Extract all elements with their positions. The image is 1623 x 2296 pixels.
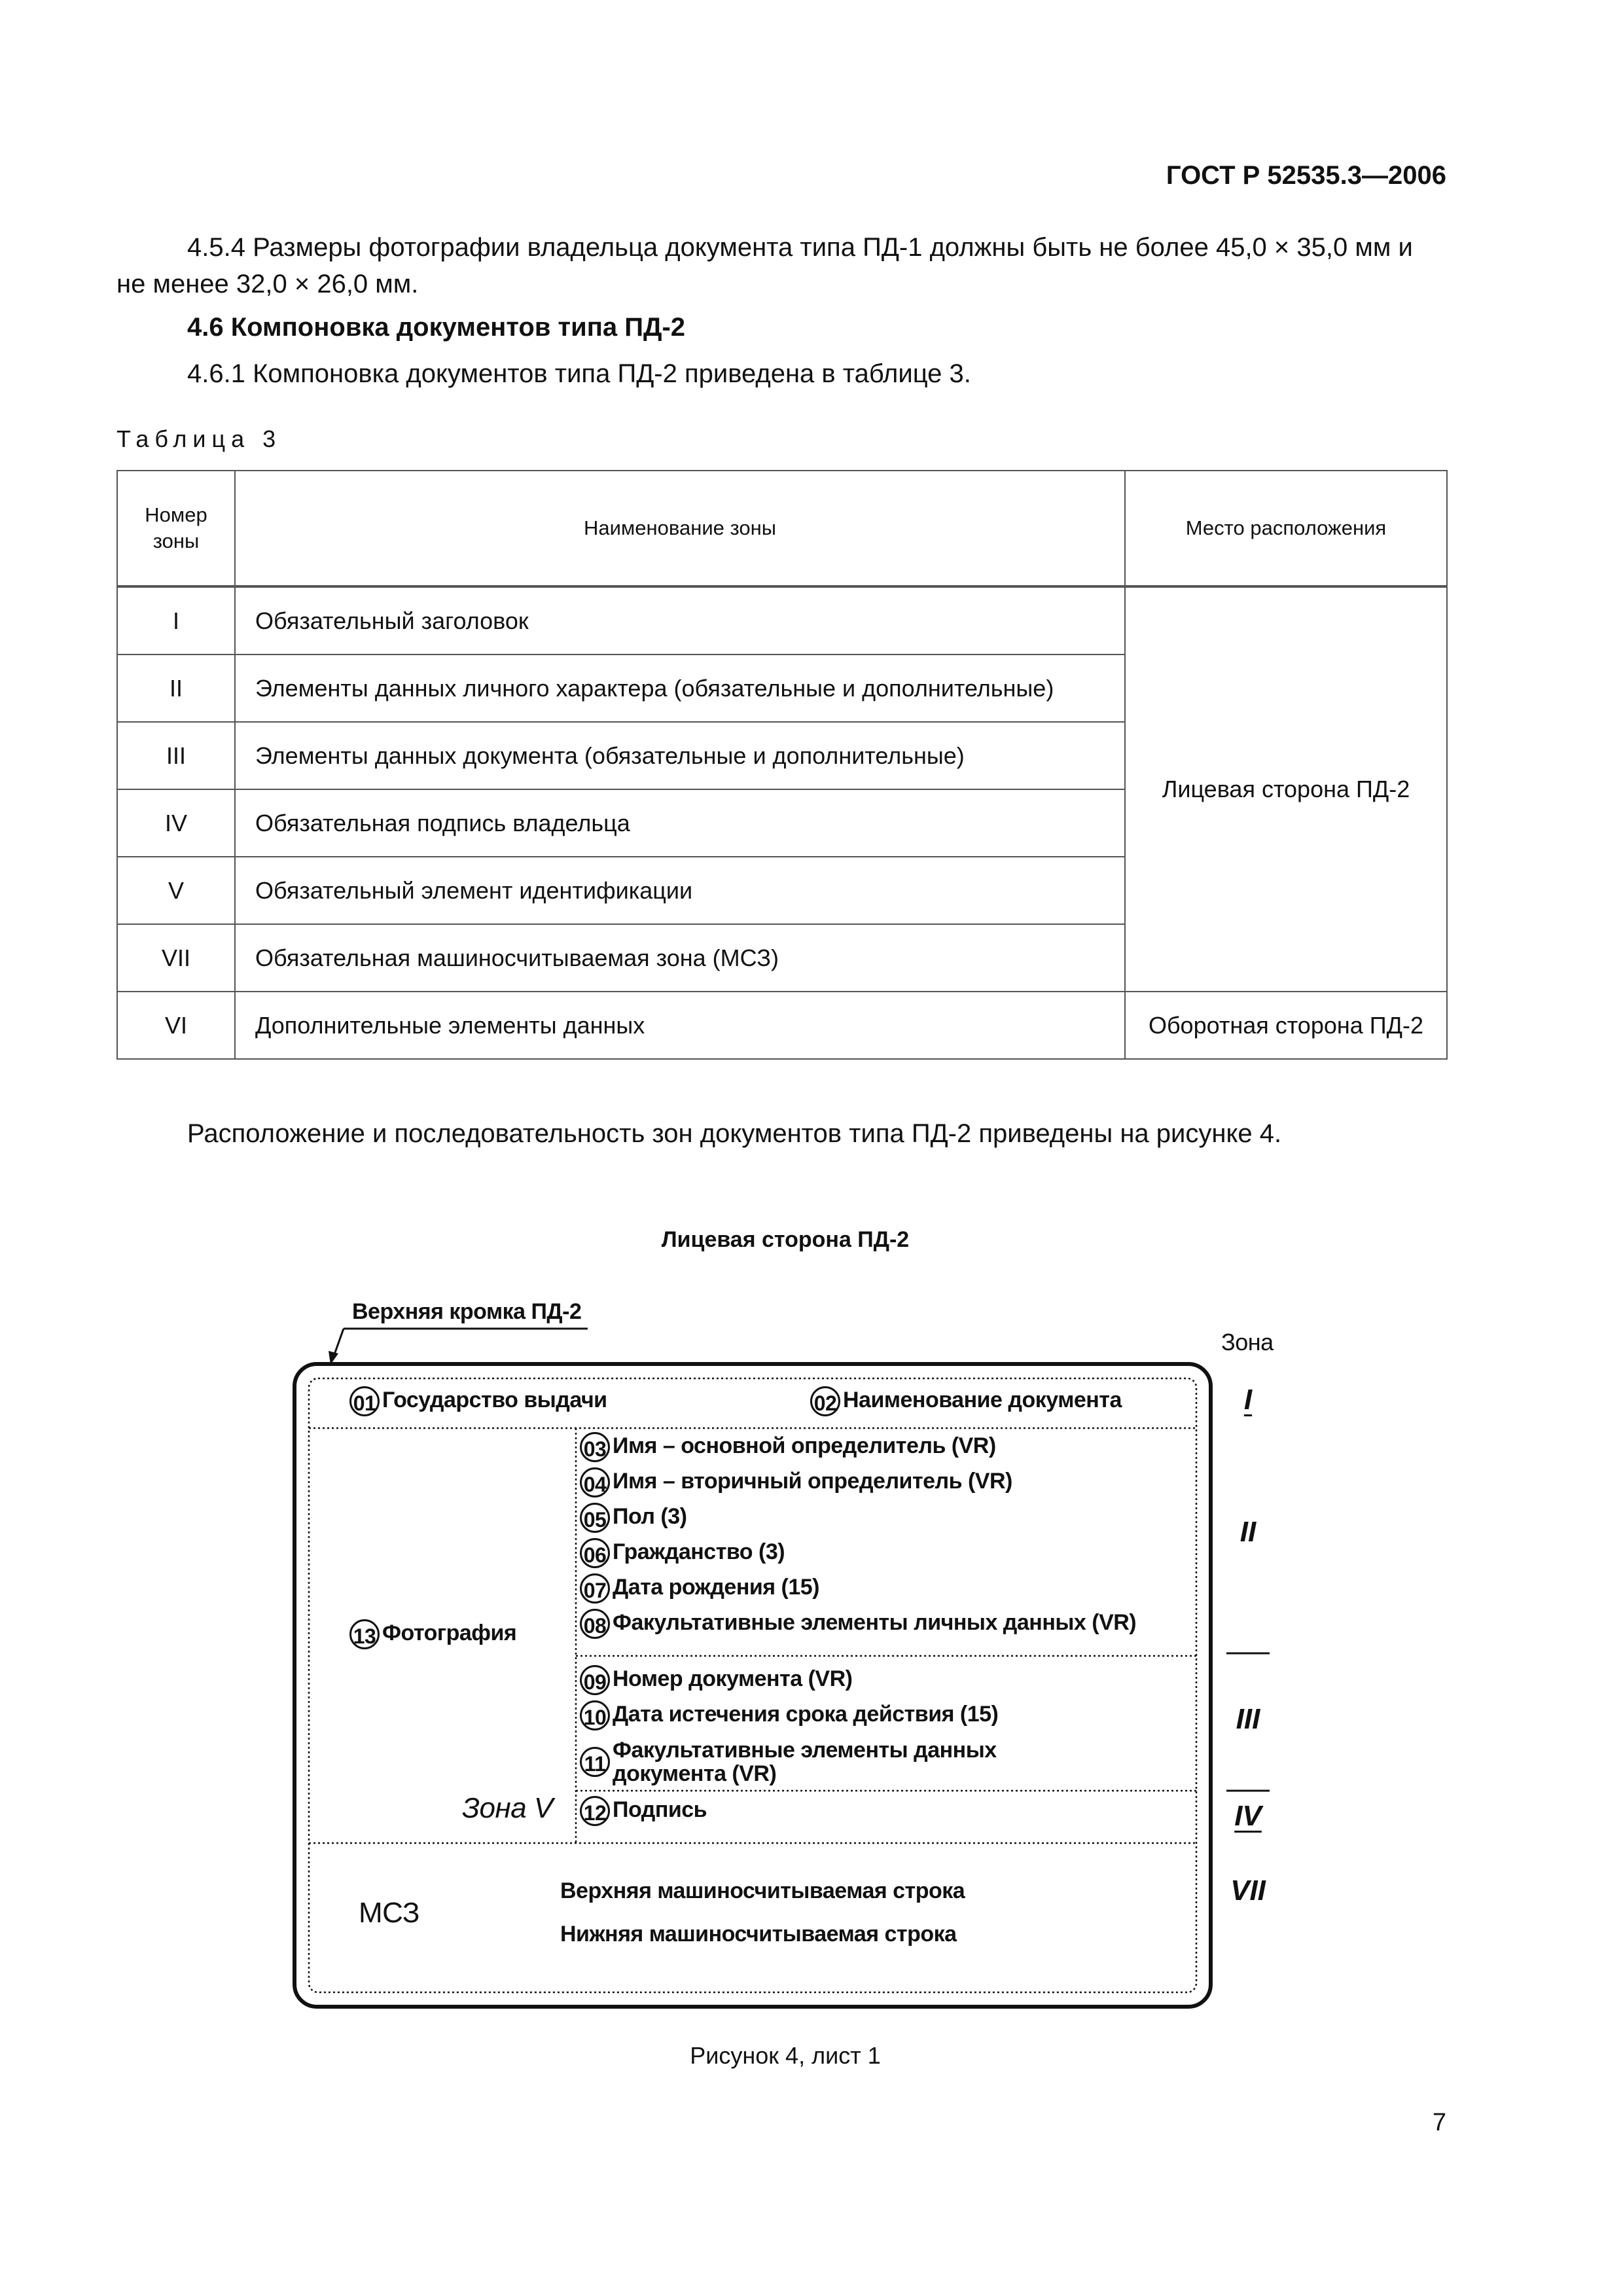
field-text: Факультативные элементы данных документа (VR) bbox=[613, 1738, 997, 1786]
zone-name: Обязательная подпись владельца bbox=[235, 789, 1125, 857]
zone-label-vii: VII bbox=[1230, 1874, 1266, 1907]
field-primary-identifier bbox=[580, 1432, 996, 1462]
figure-caption: Рисунок 4, лист 1 bbox=[690, 2042, 881, 2069]
field-number-badge: 03 bbox=[580, 1432, 610, 1462]
field-signature bbox=[580, 1796, 707, 1826]
field-text: Имя – вторичный определитель (VR) bbox=[613, 1468, 1012, 1494]
location-front: Лицевая сторона ПД-2 bbox=[1125, 586, 1447, 992]
zone-name: Дополнительные элементы данных bbox=[235, 992, 1125, 1059]
zone-name: Обязательный заголовок bbox=[235, 586, 1125, 655]
zone-number: VI bbox=[117, 992, 235, 1059]
field-text: Гражданство (3) bbox=[613, 1539, 785, 1564]
zone-label-ii: II bbox=[1240, 1516, 1257, 1548]
field-number-badge: 13 bbox=[349, 1619, 380, 1649]
field-text: Фотография bbox=[382, 1620, 517, 1645]
paragraph-figure-ref: Расположение и последовательность зон документов типа ПД-2 приведены на рисунке 4. bbox=[187, 1119, 1282, 1148]
page-number: 7 bbox=[1432, 2109, 1446, 2136]
field-number-badge: 04 bbox=[580, 1467, 610, 1498]
field-number-badge: 02 bbox=[810, 1386, 840, 1416]
zone-number: IV bbox=[117, 789, 235, 857]
field-text: Подпись bbox=[613, 1797, 707, 1822]
paragraph-4-6-1: 4.6.1 Компоновка документов типа ПД-2 приведена в таблице 3. bbox=[187, 359, 971, 388]
zone-label-i: I bbox=[1243, 1384, 1253, 1416]
figure-title: Лицевая сторона ПД-2 bbox=[661, 1227, 910, 1252]
zone-number: VII bbox=[117, 924, 235, 992]
zone-name: Элементы данных документа (обязательные и дополнительные) bbox=[235, 722, 1125, 789]
location-back: Оборотная сторона ПД-2 bbox=[1125, 992, 1447, 1059]
table-caption: Таблица 3 bbox=[116, 425, 282, 452]
field-sex bbox=[580, 1503, 687, 1533]
document-header: ГОСТ Р 52535.3—2006 bbox=[1166, 161, 1446, 190]
zone-label-iv: IV bbox=[1234, 1800, 1262, 1832]
field-secondary-identifier bbox=[580, 1467, 1012, 1498]
zone-number: III bbox=[117, 722, 235, 789]
zone-v-label: Зона V bbox=[462, 1792, 553, 1824]
field-photo bbox=[349, 1619, 516, 1649]
field-optional-document-data bbox=[580, 1738, 1031, 1785]
field-issuing-state bbox=[349, 1386, 607, 1416]
zone-number: I bbox=[117, 586, 235, 655]
field-number-badge: 08 bbox=[580, 1609, 610, 1639]
zone-name: Элементы данных личного характера (обязательные и дополнительные) bbox=[235, 655, 1125, 722]
field-date-of-birth bbox=[580, 1573, 819, 1604]
top-edge-leader bbox=[334, 1329, 344, 1356]
field-number-badge: 12 bbox=[580, 1796, 610, 1826]
zone-name: Обязательная машиносчитываемая зона (МСЗ) bbox=[235, 924, 1125, 992]
field-text: Имя – основной определитель (VR) bbox=[613, 1433, 996, 1458]
field-document-name bbox=[810, 1386, 1122, 1416]
field-expiry-date bbox=[580, 1700, 998, 1731]
mrz-bottom-line: Нижняя машиносчитываемая строка bbox=[560, 1922, 957, 1946]
field-optional-personal-data bbox=[580, 1609, 1136, 1639]
field-nationality bbox=[580, 1538, 785, 1568]
paragraph-4-5-4: 4.5.4 Размеры фотографии владельца документа типа ПД-1 должны быть не более 45,0 × 35,0 мм и не менее 32,0 × 26,0 мм. bbox=[116, 233, 1413, 298]
field-text: Номер документа (VR) bbox=[613, 1666, 853, 1691]
header-location: Место расположения bbox=[1125, 471, 1447, 586]
header-zone-name: Наименование зоны bbox=[235, 471, 1125, 586]
field-number-badge: 11 bbox=[580, 1747, 610, 1777]
top-edge-label: Верхняя кромка ПД-2 bbox=[352, 1299, 582, 1324]
field-text: Наименование документа bbox=[843, 1387, 1122, 1412]
header-zone-number: Номер зоны bbox=[117, 471, 235, 586]
field-text: Дата истечения срока действия (15) bbox=[613, 1701, 999, 1727]
zone-number: II bbox=[117, 655, 235, 722]
field-text: Дата рождения (15) bbox=[613, 1574, 820, 1600]
zone-column-header: Зона bbox=[1221, 1329, 1274, 1355]
zone-number: V bbox=[117, 857, 235, 924]
section-heading-4-6: 4.6 Компоновка документов типа ПД-2 bbox=[187, 313, 686, 342]
mrz-top-line: Верхняя машиносчитываемая строка bbox=[560, 1878, 965, 1903]
zone-name: Обязательный элемент идентификации bbox=[235, 857, 1125, 924]
field-text: Пол (3) bbox=[613, 1503, 687, 1529]
field-text: Факультативные элементы личных данных (VR) bbox=[613, 1609, 1137, 1635]
field-number-badge: 09 bbox=[580, 1665, 610, 1695]
field-number-badge: 07 bbox=[580, 1573, 610, 1604]
mrz-label: МСЗ bbox=[359, 1897, 420, 1929]
field-number-badge: 06 bbox=[580, 1538, 610, 1568]
zone-label-iii: III bbox=[1236, 1703, 1260, 1735]
field-number-badge: 05 bbox=[580, 1503, 610, 1533]
field-text: Государство выдачи bbox=[382, 1387, 607, 1412]
field-number-badge: 01 bbox=[349, 1386, 380, 1416]
field-number-badge: 10 bbox=[580, 1700, 610, 1731]
field-document-number bbox=[580, 1665, 852, 1695]
